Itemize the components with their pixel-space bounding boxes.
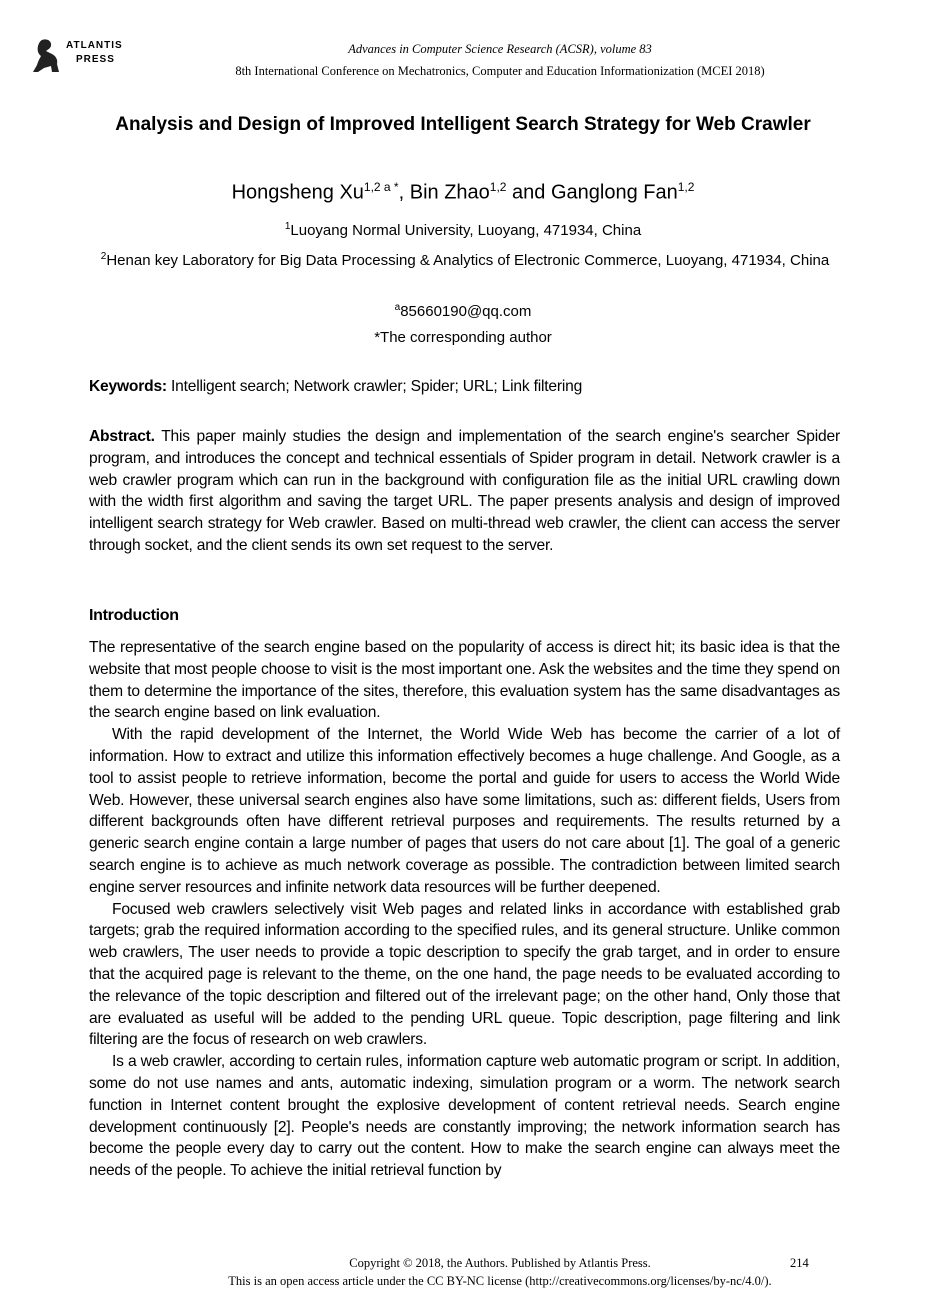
paper-title: Analysis and Design of Improved Intelligent Search Strategy for Web Crawler: [115, 114, 811, 135]
section-heading-introduction: Introduction: [89, 607, 179, 624]
affiliation-superscript: 1: [284, 221, 291, 232]
keywords: [89, 376, 840, 398]
paragraph: With the rapid development of the Internet, the World Wide Web has become the carrier of a lot of information. How to extract and utilize this information effectively becomes a huge challenge. And Google, as a tool to assist people to retrieve information, become the portal and guide for users to access the World Wide Web. However, these universal search engines also have some limitations, such as: different fields, Users from different backgrounds often have different retrieval purposes and requirements. The results returned by a generic search engine contain a large number of pages that users do not care about [1]. The goal of a generic search engine is to achieve as much network coverage as possible. The contradiction between limited search engine server resources and infinite network data resources will be further deepened.: [89, 726, 840, 896]
affiliation-text: Luoyang Normal University, Luoyang, 471934, China: [290, 222, 642, 239]
email-superscript: a: [394, 302, 401, 313]
author-superscript: 1,2: [489, 180, 507, 194]
author-name: Ganglong Fan: [550, 181, 678, 204]
affiliation-superscript: 2: [100, 251, 107, 262]
publisher-logo: [32, 38, 132, 78]
affiliation-2: [100, 246, 830, 271]
author-name: Bin Zhao: [409, 181, 490, 204]
logo-text-press: PRESS: [76, 54, 115, 65]
license-footer: This is an open access article under the CC BY-NC license (http://creativecommons.org/licenses/by-nc/4.0/).: [228, 1274, 772, 1288]
affiliation-1: [90, 216, 836, 241]
keywords-label: Keywords:: [89, 378, 167, 395]
logo-text-atlantis: ATLANTIS: [66, 40, 123, 51]
email-line: [90, 297, 836, 322]
thinker-logo-icon: [32, 38, 62, 74]
author-list: [90, 180, 836, 205]
page-number: 214: [790, 1256, 809, 1270]
author-name: Hongsheng Xu: [231, 181, 364, 204]
series-header: Advances in Computer Science Research (ACSR), volume 83: [348, 42, 652, 56]
author-superscript: 1,2 a *: [363, 180, 399, 194]
introduction-body: [89, 637, 840, 1182]
corresponding-author-note: *The corresponding author: [374, 329, 552, 346]
abstract: [89, 426, 840, 557]
copyright-footer: Copyright © 2018, the Authors. Published by Atlantis Press.: [349, 1256, 651, 1270]
paragraph: Is a web crawler, according to certain rules, information capture web automatic program or script. In addition, some do not use names and ants, automatic indexing, simulation program or a worm. The network search function in Internet content brought the explosive development of content retrieval needs. Search engine development continuously [2]. People's needs are constantly improving; the network information search has become the people every day to carry out the content. How to make the search engine can always meet the needs of the people. To achieve the initial retrieval function by: [89, 1053, 840, 1180]
abstract-text: This paper mainly studies the design and implementation of the search engine's searcher Spider program, and introduces the concept and technical essentials of Spider program in detail. Network crawler is a web crawler program which can run in the background with configuration file as the initial URL crawling down with the width first algorithm and saving the target URL. The paper presents analysis and design of improved intelligent search strategy for Web crawler. Based on multi-thread web crawler, the client can access the server through socket, and the client sends its own set request to the server.: [89, 428, 840, 554]
author-separator: ,: [398, 181, 410, 204]
keywords-text: Intelligent search; Network crawler; Spider; URL; Link filtering: [166, 378, 583, 395]
paragraph: Focused web crawlers selectively visit Web pages and related links in accordance with established grab targets; grab the required information according to the specified rules, and its general structure. Unlike common web crawlers, The user needs to provide a topic description to specify the grab target, and in order to ensure that the acquired page is relevant to the theme, on the one hand, the page needs to be evaluated according to the relevance of the topic description and filtered out of the irrelevant page; on the other hand, Only those that are evaluated as useful will be added to the pending URL queue. Topic description, page filtering and link filtering are the focus of research on web crawlers.: [89, 900, 840, 1049]
author-separator: and: [506, 181, 551, 204]
paragraph: The representative of the search engine based on the popularity of access is direct hit; its basic idea is that the website that most people choose to visit is the most important one. Ask the websites and the time they spend on them to determine the importance of the sites, therefore, this evaluation system has the same disadvantages as the search engine based on link evaluation.: [89, 639, 840, 722]
conference-header: 8th International Conference on Mechatronics, Computer and Education Informationization (MCEI 2018): [235, 64, 765, 78]
email-address: 85660190@qq.com: [400, 303, 532, 320]
abstract-label: Abstract.: [89, 428, 155, 445]
affiliation-text: Henan key Laboratory for Big Data Processing & Analytics of Electronic Commerce, Luoyang, 471934, China: [106, 252, 830, 269]
author-superscript: 1,2: [677, 180, 695, 194]
